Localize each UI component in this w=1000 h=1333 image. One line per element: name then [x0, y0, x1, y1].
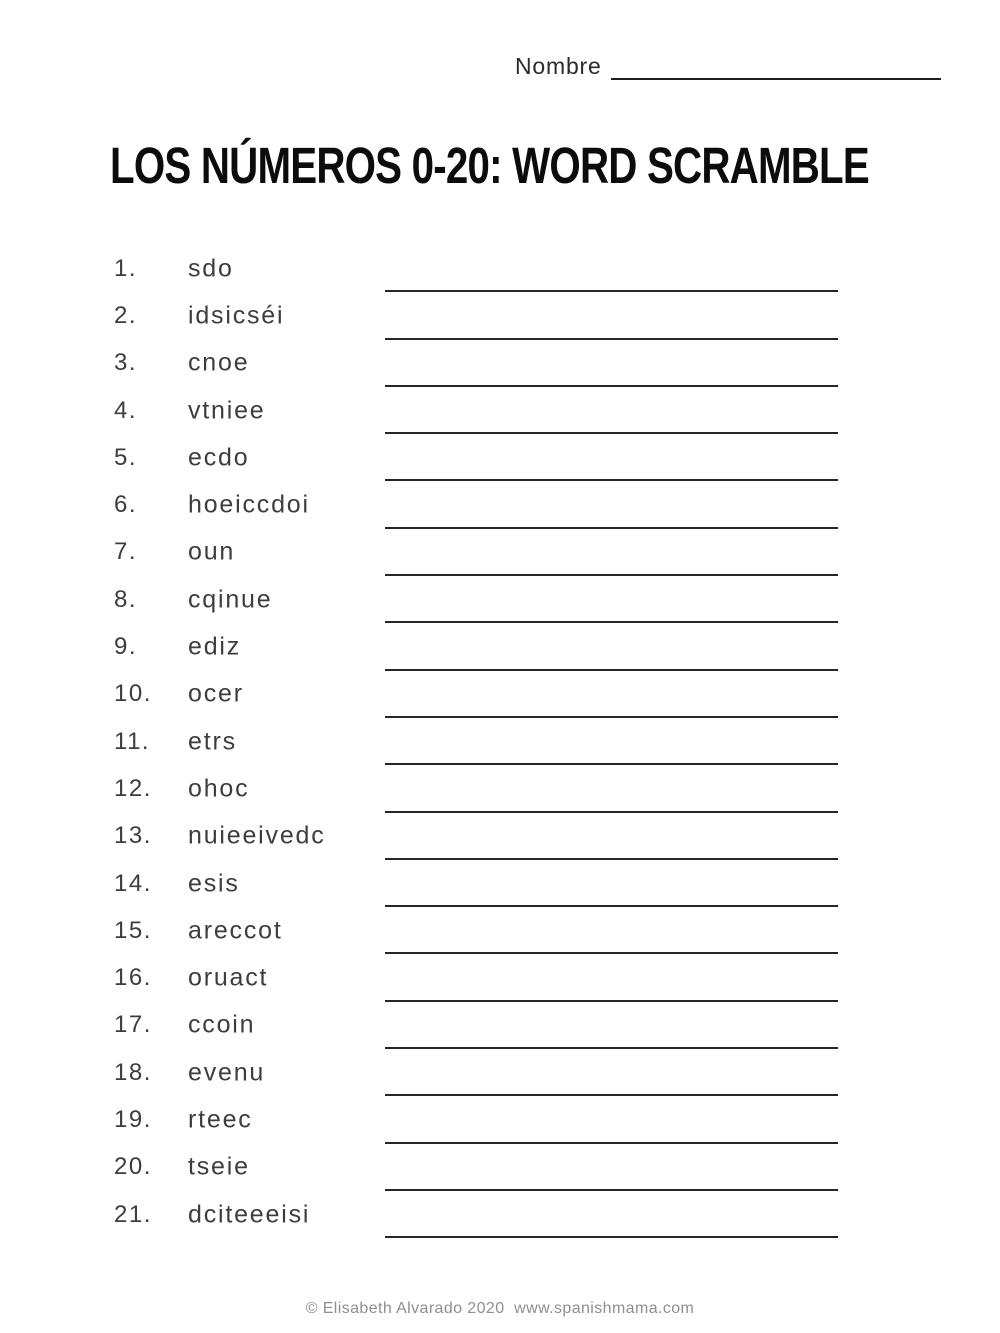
- scrambled-word: ediz: [188, 632, 242, 661]
- name-label: Nombre: [515, 53, 602, 79]
- scramble-row: [0, 576, 1000, 623]
- scramble-row: [0, 292, 1000, 339]
- scrambled-word: evenu: [188, 1058, 266, 1087]
- item-number: 20.: [114, 1153, 152, 1181]
- item-number: 9.: [114, 633, 138, 661]
- scramble-row: [0, 954, 1000, 1001]
- scramble-row: [0, 1096, 1000, 1143]
- scrambled-word: nuieeivedc: [188, 821, 326, 850]
- scrambled-word: cqinue: [188, 585, 273, 614]
- footer-credit: © Elisabeth Alvarado 2020 www.spanishmama.com: [305, 1300, 695, 1317]
- scramble-row: [0, 245, 1000, 292]
- scrambled-word: etrs: [188, 727, 237, 756]
- scramble-row: [0, 340, 1000, 387]
- scrambled-word: ecdo: [188, 443, 250, 472]
- scramble-row: [0, 1144, 1000, 1191]
- scramble-row: [0, 1191, 1000, 1238]
- name-field-row: [515, 52, 941, 80]
- scrambled-word: cnoe: [188, 348, 250, 377]
- item-number: 2.: [114, 301, 138, 329]
- scrambled-word: oun: [188, 537, 236, 566]
- item-number: 21.: [114, 1200, 152, 1228]
- item-number: 6.: [114, 491, 138, 519]
- name-blank-line: [611, 52, 941, 80]
- scrambled-word: esis: [188, 869, 240, 897]
- item-number: 1.: [114, 254, 138, 282]
- scramble-row: [0, 765, 1000, 812]
- scramble-row: [0, 1049, 1000, 1096]
- item-number: 7.: [114, 538, 138, 566]
- scrambled-word: ohoc: [188, 774, 250, 803]
- scramble-row: [0, 1002, 1000, 1049]
- scramble-row: [0, 623, 1000, 670]
- scramble-row: [0, 434, 1000, 481]
- scrambled-word: hoeiccdoi: [188, 490, 310, 519]
- item-number: 3.: [114, 349, 138, 377]
- item-number: 8.: [114, 585, 138, 613]
- scramble-row: [0, 907, 1000, 954]
- item-number: 13.: [114, 822, 152, 850]
- item-number: 18.: [114, 1058, 152, 1086]
- item-number: 11.: [114, 727, 151, 755]
- scramble-row: [0, 718, 1000, 765]
- item-number: 10.: [114, 680, 152, 708]
- page-title: LOS NÚMEROS 0-20: WORD SCRAMBLE: [110, 137, 869, 194]
- scrambled-word: ccoin: [188, 1010, 256, 1039]
- item-number: 19.: [114, 1105, 152, 1133]
- scrambled-word: oruact: [188, 963, 269, 992]
- scramble-row: [0, 671, 1000, 718]
- scrambled-word: sdo: [188, 254, 234, 283]
- scrambled-word: dciteeeisi: [188, 1200, 311, 1229]
- scrambled-word: tseie: [188, 1152, 250, 1181]
- scramble-list: [0, 245, 1000, 1238]
- scramble-row: [0, 813, 1000, 860]
- scrambled-word: vtniee: [188, 396, 266, 425]
- scrambled-word: rteec: [188, 1105, 253, 1134]
- scrambled-word: areccot: [188, 916, 283, 945]
- item-number: 15.: [114, 916, 152, 944]
- scramble-row: [0, 481, 1000, 528]
- item-number: 16.: [114, 964, 152, 992]
- item-number: 5.: [114, 443, 138, 471]
- answer-blank-line: [385, 1236, 838, 1238]
- scrambled-word: ocer: [188, 679, 244, 708]
- item-number: 14.: [114, 869, 152, 897]
- scramble-row: [0, 529, 1000, 576]
- item-number: 12.: [114, 774, 152, 802]
- scramble-row: [0, 860, 1000, 907]
- scrambled-word: idsicséi: [188, 301, 285, 330]
- item-number: 4.: [114, 396, 138, 424]
- item-number: 17.: [114, 1011, 152, 1039]
- scramble-row: [0, 387, 1000, 434]
